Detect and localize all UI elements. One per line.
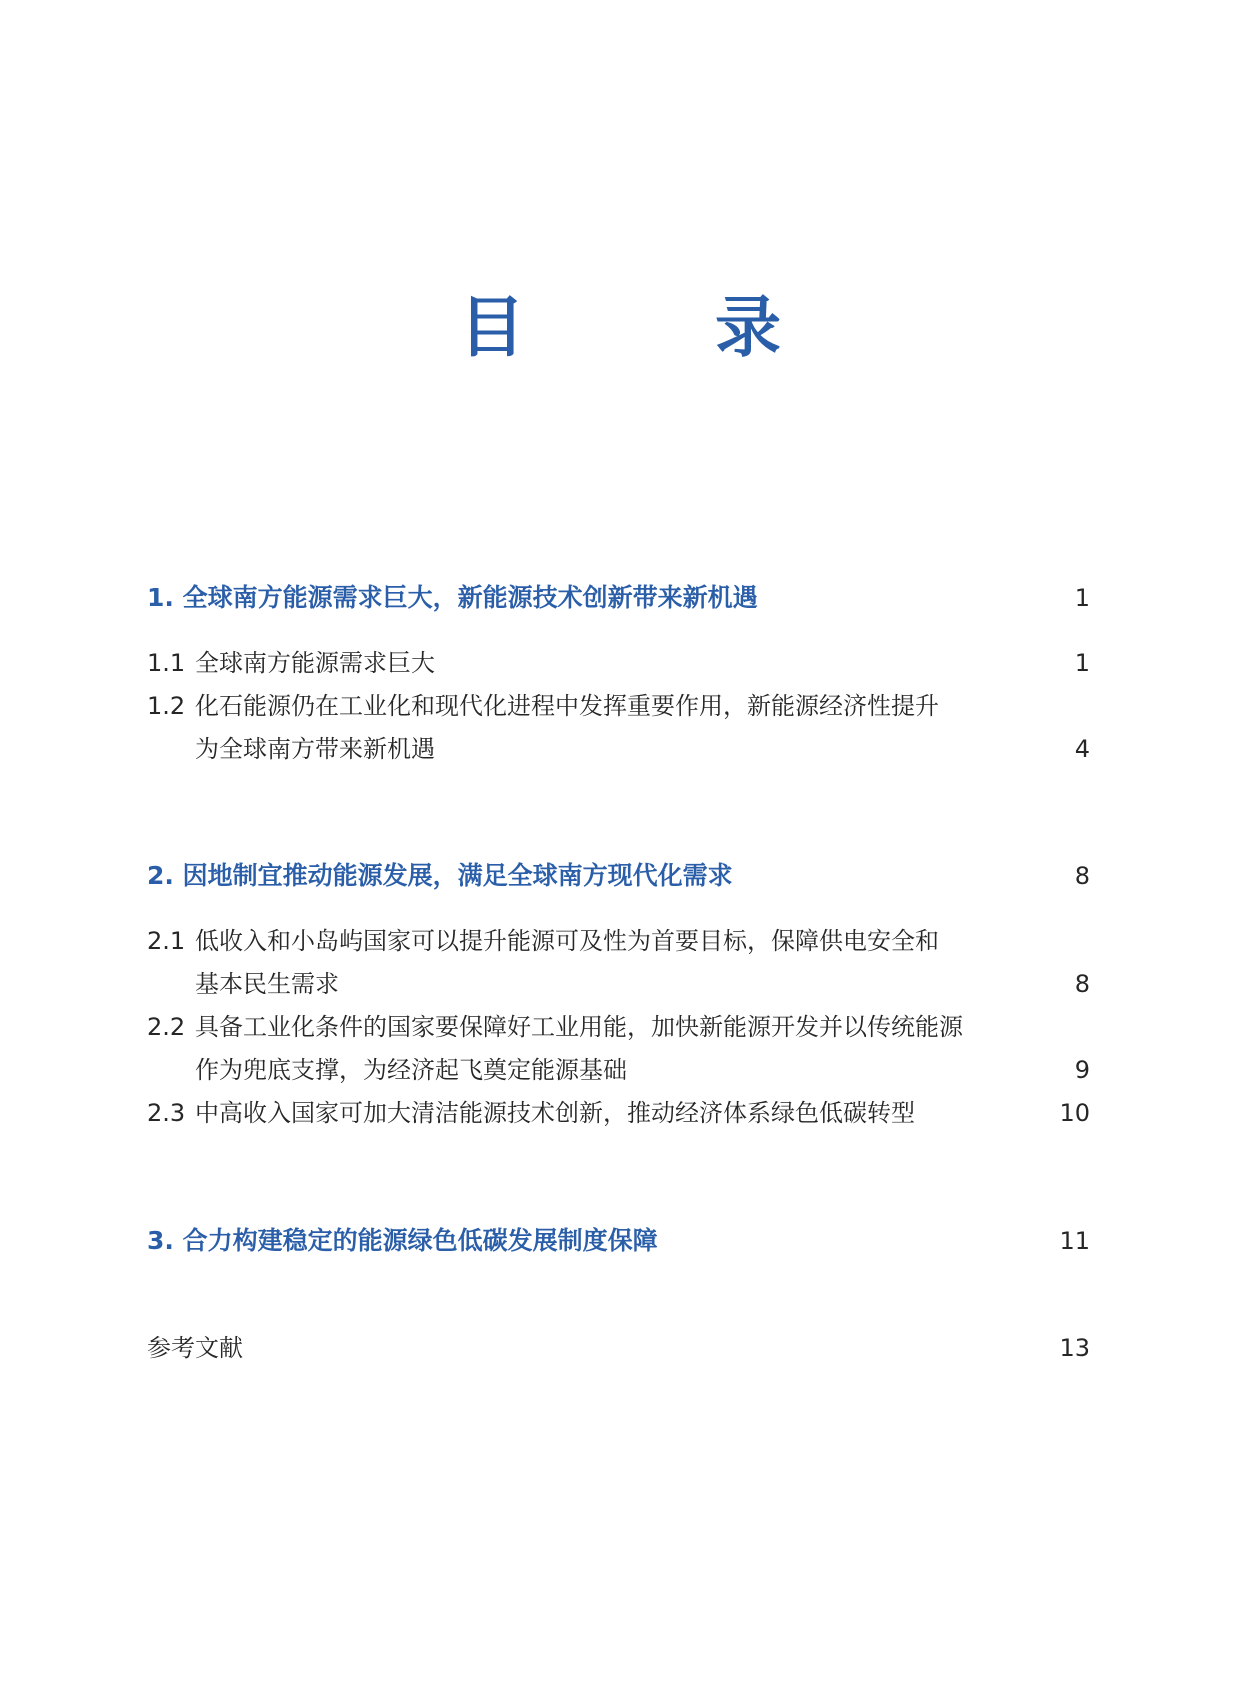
toc-item-1-1-page: 1 xyxy=(1074,649,1090,677)
toc-references-page: 13 xyxy=(1059,1334,1090,1362)
toc-item-1-2-cont[interactable] xyxy=(147,729,1090,769)
toc-item-1-2-number: 1.2 xyxy=(147,692,186,720)
toc-references-label: 参考文献 xyxy=(147,1334,243,1362)
toc-item-2-1-label-line2: 基本民生需求 xyxy=(195,970,339,998)
toc-item-2-1-number: 2.1 xyxy=(147,927,186,955)
page-title: 目 录 xyxy=(459,289,843,366)
toc-item-2-1-page: 8 xyxy=(1074,970,1090,998)
toc-section-1-label: 1. 全球南方能源需求巨大，新能源技术创新带来新机遇 xyxy=(147,583,758,612)
toc-section-3-page: 11 xyxy=(1059,1227,1090,1255)
toc-item-2-2[interactable] xyxy=(147,1007,1090,1047)
toc-item-2-1[interactable] xyxy=(147,921,1090,961)
toc-item-2-2-label-line1: 具备工业化条件的国家要保障好工业用能，加快新能源开发并以传统能源 xyxy=(195,1013,963,1041)
toc-section-3-label: 3. 合力构建稳定的能源绿色低碳发展制度保障 xyxy=(147,1226,658,1255)
toc-section-2-label: 2. 因地制宜推动能源发展，满足全球南方现代化需求 xyxy=(147,861,733,890)
toc-item-2-2-cont[interactable] xyxy=(147,1050,1090,1090)
toc-item-2-3-label: 中高收入国家可加大清洁能源技术创新，推动经济体系绿色低碳转型 xyxy=(195,1099,915,1127)
toc-item-1-2-page: 4 xyxy=(1074,735,1090,763)
toc-section-3[interactable] xyxy=(147,1221,1090,1261)
toc-item-1-1-number: 1.1 xyxy=(147,649,186,677)
toc-item-1-2-label-line1: 化石能源仍在工业化和现代化进程中发挥重要作用，新能源经济性提升 xyxy=(195,692,939,720)
toc-item-2-2-label-line2: 作为兜底支撑，为经济起飞奠定能源基础 xyxy=(195,1056,627,1084)
toc-section-2-page: 8 xyxy=(1074,862,1090,890)
toc-item-1-2[interactable] xyxy=(147,686,1090,726)
toc-section-1-page: 1 xyxy=(1074,584,1090,612)
toc-item-2-3-number: 2.3 xyxy=(147,1099,186,1127)
toc-item-2-3-page: 10 xyxy=(1059,1099,1090,1127)
toc-references[interactable] xyxy=(147,1328,1090,1368)
toc-item-2-1-cont[interactable] xyxy=(147,964,1090,1004)
toc-item-1-1-label: 全球南方能源需求巨大 xyxy=(195,649,435,677)
toc-item-1-1[interactable] xyxy=(147,643,1090,683)
toc-item-2-3[interactable] xyxy=(147,1093,1090,1133)
toc-item-1-2-label-line2: 为全球南方带来新机遇 xyxy=(195,735,435,763)
toc-section-1[interactable] xyxy=(147,578,1090,618)
toc-section-2[interactable] xyxy=(147,856,1090,896)
toc-item-2-2-number: 2.2 xyxy=(147,1013,186,1041)
toc-item-2-1-label-line1: 低收入和小岛屿国家可以提升能源可及性为首要目标，保障供电安全和 xyxy=(195,927,939,955)
toc-item-2-2-page: 9 xyxy=(1074,1056,1090,1084)
